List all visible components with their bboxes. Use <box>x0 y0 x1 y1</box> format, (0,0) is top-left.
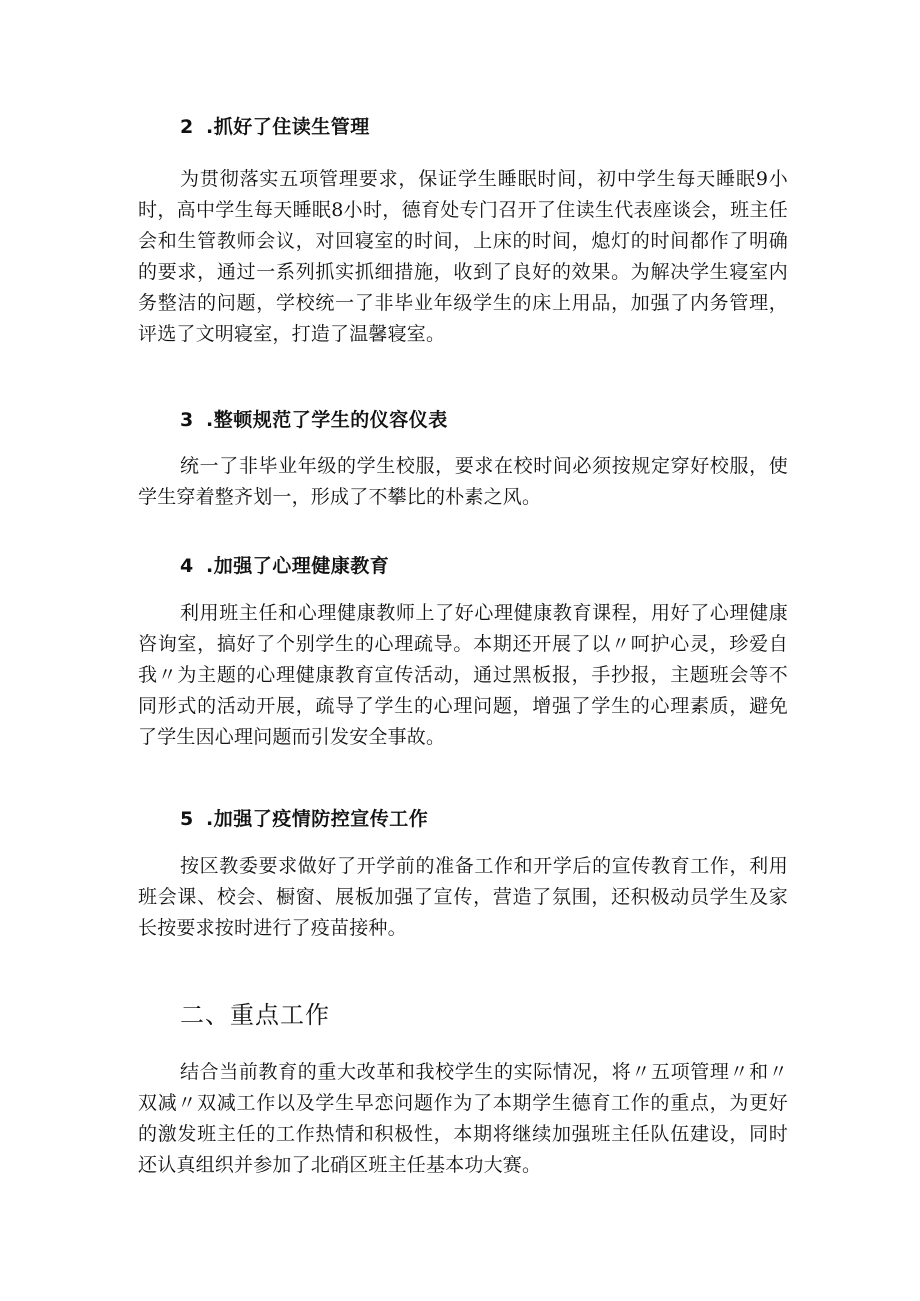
section-2-paragraph: 结合当前教育的重大改革和我校学生的实际情况，将〃五项管理〃和〃双减〃双减工作以及学生早恋问题作为了本期学生德育工作的重点，为更好的激发班主任的工作热情和积极性，本期将继续加强班主任队伍建设，同时还认真组织并参加了北硝区班主任基本功大赛。 <box>138 1061 788 1176</box>
item-5-heading <box>180 804 428 831</box>
item-4-heading <box>180 551 389 578</box>
item-2-heading <box>180 112 370 139</box>
item-4-title: .加强了心理健康教育 <box>206 555 390 577</box>
item-3-number: 3 <box>180 409 194 431</box>
item-3-paragraph: 统一了非毕业年级的学生校服，要求在校时间必须按规定穿好校服，使学生穿着整齐划一，形成了不攀比的朴素之风。 <box>138 455 788 508</box>
item-2-paragraph: 为贯彻落实五项管理要求，保证学生睡眠时间，初中学生每天睡眠9小时，高中学生每天睡眠8小时，德育处专门召开了住读生代表座谈会，班主任会和生管教师会议，对回寝室的时间，上床的时间，熄灯的时间都作了明确的要求，通过一系列抓实抓细措施，收到了良好的效果。为解决学生寝室内务整洁的问题，学校统一了非毕业年级学生的床上用品，加强了内务管理，评选了文明寝室，打造了温馨寝室。 <box>138 168 788 345</box>
item-5-number: 5 <box>180 808 194 830</box>
item-3-heading <box>180 405 448 432</box>
item-4-number: 4 <box>180 555 194 577</box>
item-5-title: .加强了疫情防控宣传工作 <box>206 808 429 830</box>
item-3-title: .整顿规范了学生的仪容仪表 <box>206 409 448 431</box>
item-2-number: 2 <box>180 116 194 138</box>
item-5-paragraph: 按区教委要求做好了开学前的准备工作和开学后的宣传教育工作，利用班会课、校会、橱窗、展板加强了宣传，营造了氛围，还积极动员学生及家长按要求按时进行了疫苗接种。 <box>138 855 788 939</box>
item-2-title: .抓好了住读生管理 <box>206 116 370 138</box>
item-4-paragraph: 利用班主任和心理健康教师上了好心理健康教育课程，用好了心理健康咨询室，搞好了个别学生的心理疏导。本期还开展了以〃呵护心灵，珍爱自我〃为主题的心理健康教育宣传活动，通过黑板报，手抄报，主题班会等不同形式的活动开展，疏导了学生的心理问题，增强了学生的心理素质，避免了学生因心理问题而引发安全事故。 <box>138 602 788 748</box>
section-2-title: 二、重点工作 <box>180 1001 330 1029</box>
